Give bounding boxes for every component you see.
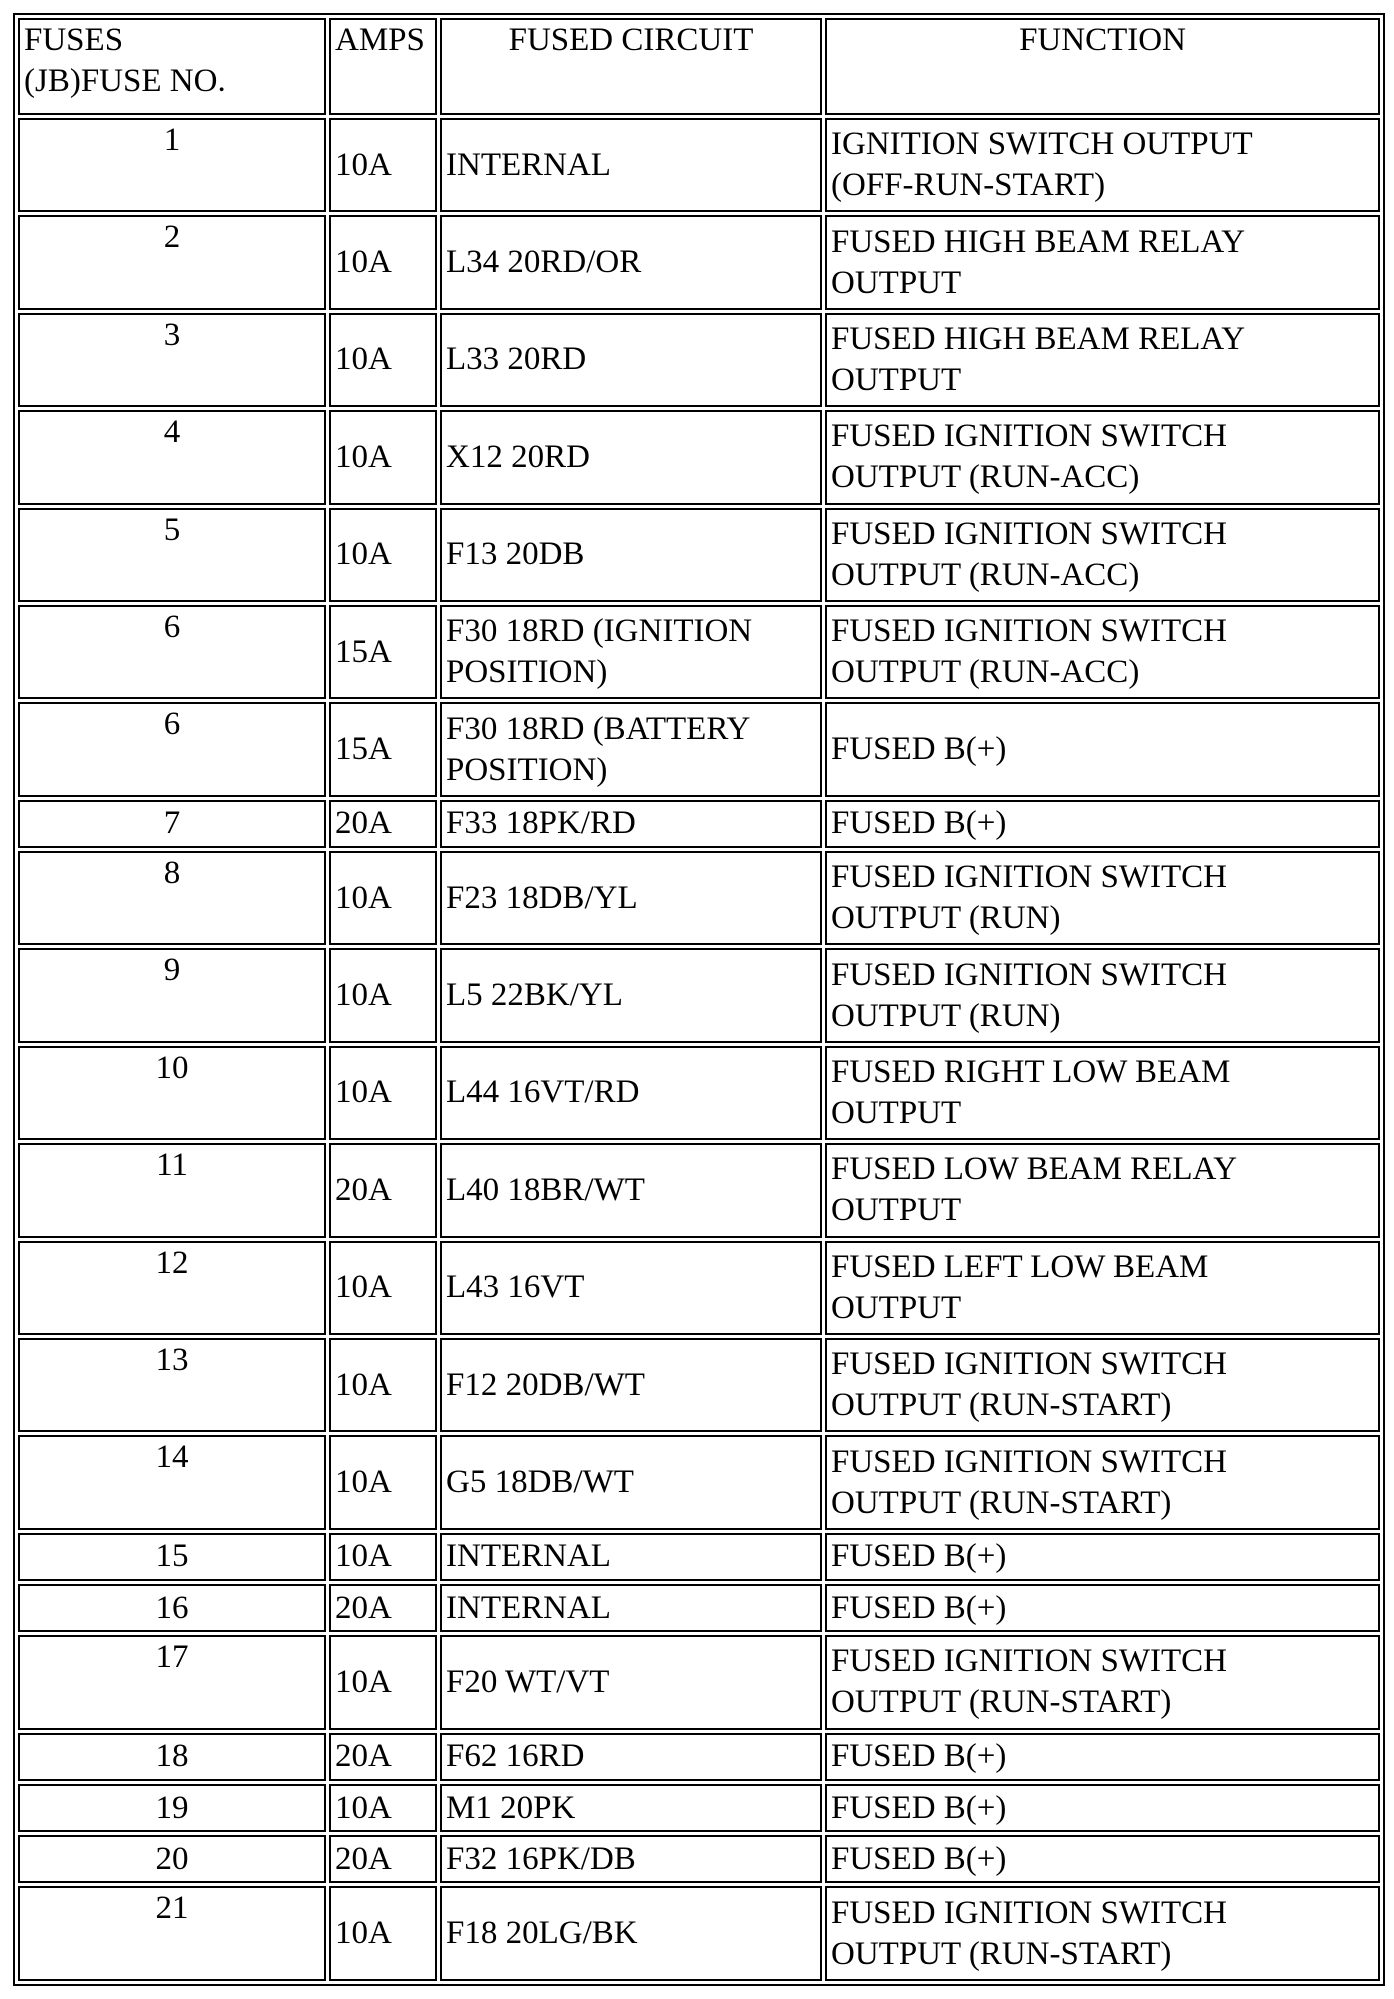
function-line: FUSED HIGH BEAM RELAY <box>831 223 1246 260</box>
fused-circuit-cell <box>440 702 822 796</box>
fused-circuit-line: INTERNAL <box>446 1538 611 1575</box>
table-row <box>18 508 1380 602</box>
fuse-number-cell: 12 <box>18 1241 326 1335</box>
amps-cell: 10A <box>329 508 437 602</box>
amps-cell: 15A <box>329 605 437 699</box>
fuse-number-cell: 11 <box>18 1143 326 1237</box>
fuse-number-cell: 9 <box>18 948 326 1042</box>
function-line: FUSED LOW BEAM RELAY <box>831 1151 1238 1188</box>
fused-circuit-cell <box>440 1635 822 1729</box>
fused-circuit-line: L40 18BR/WT <box>446 1171 645 1208</box>
function-line: FUSED LEFT LOW BEAM <box>831 1248 1209 1285</box>
function-line: FUSED HIGH BEAM RELAY <box>831 320 1246 357</box>
fused-circuit-cell <box>440 1886 822 1981</box>
fused-circuit-cell <box>440 1584 822 1632</box>
amps-cell: 20A <box>329 1835 437 1883</box>
fused-circuit-line: F20 WT/VT <box>446 1663 610 1700</box>
fused-circuit-cell <box>440 1046 822 1140</box>
fused-circuit-line: L43 16VT <box>446 1269 585 1306</box>
function-line: FUSED B(+) <box>831 805 1007 842</box>
header-fused-circuit: FUSED CIRCUIT <box>440 18 822 115</box>
fused-circuit-line: X12 20RD <box>446 438 590 475</box>
fused-circuit-line: POSITION) <box>446 654 608 691</box>
fuse-number-cell: 7 <box>18 800 326 848</box>
function-line: OUTPUT <box>831 264 962 301</box>
fused-circuit-line: F12 20DB/WT <box>446 1366 645 1403</box>
table-row <box>18 313 1380 407</box>
fuse-number-cell: 14 <box>18 1435 326 1529</box>
fused-circuit-cell <box>440 1338 822 1432</box>
table-row <box>18 1533 1380 1581</box>
function-line: FUSED B(+) <box>831 1789 1007 1826</box>
amps-cell: 20A <box>329 1584 437 1632</box>
fuse-number-cell: 19 <box>18 1784 326 1832</box>
function-cell <box>825 118 1380 212</box>
fuse-number-cell: 20 <box>18 1835 326 1883</box>
function-line: FUSED RIGHT LOW BEAM <box>831 1053 1231 1090</box>
function-cell <box>825 1835 1380 1883</box>
function-line: FUSED B(+) <box>831 1738 1007 1775</box>
table-row <box>18 948 1380 1042</box>
table-row <box>18 800 1380 848</box>
function-cell <box>825 800 1380 848</box>
function-line: OUTPUT <box>831 361 962 398</box>
fused-circuit-line: L5 22BK/YL <box>446 977 623 1014</box>
fused-circuit-line: F30 18RD (IGNITION <box>446 613 753 650</box>
fused-circuit-line: F23 18DB/YL <box>446 879 638 916</box>
fused-circuit-cell <box>440 118 822 212</box>
function-cell <box>825 1241 1380 1335</box>
function-line: OUTPUT <box>831 1289 962 1326</box>
header-fuse-line1: FUSES <box>24 22 124 58</box>
function-line: FUSED IGNITION SWITCH <box>831 859 1227 896</box>
function-line: OUTPUT (RUN-START) <box>831 1484 1172 1521</box>
amps-cell: 10A <box>329 1784 437 1832</box>
amps-cell: 10A <box>329 118 437 212</box>
header-fuse-no <box>18 18 326 115</box>
function-line: OUTPUT (RUN-ACC) <box>831 654 1140 691</box>
table-row <box>18 1784 1380 1832</box>
fused-circuit-line: F33 18PK/RD <box>446 805 636 842</box>
fuse-number-cell: 6 <box>18 605 326 699</box>
function-line: FUSED B(+) <box>831 1589 1007 1626</box>
fused-circuit-line: INTERNAL <box>446 1589 611 1626</box>
fused-circuit-cell <box>440 851 822 945</box>
amps-cell: 15A <box>329 702 437 796</box>
fused-circuit-cell <box>440 948 822 1042</box>
function-cell <box>825 1533 1380 1581</box>
fused-circuit-cell <box>440 1143 822 1237</box>
table-row <box>18 605 1380 699</box>
function-line: FUSED IGNITION SWITCH <box>831 613 1227 650</box>
fuse-table-body <box>18 118 1380 1981</box>
function-line: FUSED IGNITION SWITCH <box>831 1443 1227 1480</box>
fuse-number-cell: 10 <box>18 1046 326 1140</box>
fuse-number-cell: 6 <box>18 702 326 796</box>
fused-circuit-line: L34 20RD/OR <box>446 244 642 281</box>
header-fuse-line2: (JB)FUSE NO. <box>24 63 226 99</box>
function-line: OUTPUT (RUN) <box>831 900 1061 937</box>
function-cell <box>825 1584 1380 1632</box>
fuse-number-cell: 18 <box>18 1733 326 1781</box>
amps-cell: 10A <box>329 1533 437 1581</box>
fuse-number-cell: 16 <box>18 1584 326 1632</box>
fused-circuit-line: G5 18DB/WT <box>446 1464 634 1501</box>
fuse-table-container <box>13 13 1380 1986</box>
header-amps: AMPS <box>329 18 437 115</box>
fuse-number-cell: 15 <box>18 1533 326 1581</box>
table-row <box>18 410 1380 504</box>
function-line: OUTPUT (RUN) <box>831 997 1061 1034</box>
function-line: FUSED IGNITION SWITCH <box>831 1346 1227 1383</box>
table-header-row <box>18 18 1380 115</box>
fused-circuit-cell <box>440 1241 822 1335</box>
function-line: FUSED IGNITION SWITCH <box>831 515 1227 552</box>
table-row <box>18 1046 1380 1140</box>
function-cell <box>825 313 1380 407</box>
fuse-number-cell: 13 <box>18 1338 326 1432</box>
fused-circuit-line: F62 16RD <box>446 1738 585 1775</box>
function-cell <box>825 1635 1380 1729</box>
fuse-number-cell: 3 <box>18 313 326 407</box>
fused-circuit-line: L33 20RD <box>446 341 587 378</box>
table-row <box>18 1584 1380 1632</box>
function-cell <box>825 1046 1380 1140</box>
fuse-number-cell: 4 <box>18 410 326 504</box>
fuse-number-cell: 8 <box>18 851 326 945</box>
function-cell <box>825 410 1380 504</box>
fuse-number-cell: 21 <box>18 1886 326 1981</box>
fused-circuit-cell <box>440 605 822 699</box>
fused-circuit-cell <box>440 800 822 848</box>
fused-circuit-line: F32 16PK/DB <box>446 1840 636 1877</box>
fuse-table <box>13 13 1385 1986</box>
fused-circuit-line: L44 16VT/RD <box>446 1074 640 1111</box>
function-cell <box>825 1338 1380 1432</box>
function-cell <box>825 1886 1380 1981</box>
table-row <box>18 702 1380 796</box>
function-line: OUTPUT (RUN-ACC) <box>831 459 1140 496</box>
fuse-number-cell: 1 <box>18 118 326 212</box>
function-line: OUTPUT (RUN-START) <box>831 1935 1172 1972</box>
fused-circuit-cell <box>440 1835 822 1883</box>
fused-circuit-cell <box>440 313 822 407</box>
table-row <box>18 1886 1380 1981</box>
amps-cell: 20A <box>329 1143 437 1237</box>
function-line: OUTPUT (RUN-START) <box>831 1387 1172 1424</box>
amps-cell: 10A <box>329 410 437 504</box>
function-cell <box>825 1143 1380 1237</box>
function-line: FUSED IGNITION SWITCH <box>831 1894 1227 1931</box>
fuse-number-cell: 17 <box>18 1635 326 1729</box>
function-line: FUSED IGNITION SWITCH <box>831 1643 1227 1680</box>
function-cell <box>825 1733 1380 1781</box>
function-line: FUSED IGNITION SWITCH <box>831 956 1227 993</box>
amps-cell: 10A <box>329 1046 437 1140</box>
table-row <box>18 1143 1380 1237</box>
fuse-number-cell: 5 <box>18 508 326 602</box>
table-row <box>18 118 1380 212</box>
amps-cell: 10A <box>329 1435 437 1529</box>
function-cell <box>825 605 1380 699</box>
fuse-number-cell: 2 <box>18 215 326 309</box>
function-cell <box>825 1435 1380 1529</box>
fused-circuit-line: POSITION) <box>446 751 608 788</box>
fused-circuit-line: F18 20LG/BK <box>446 1915 638 1952</box>
fused-circuit-cell <box>440 410 822 504</box>
amps-cell: 10A <box>329 1886 437 1981</box>
amps-cell: 10A <box>329 1635 437 1729</box>
header-function: FUNCTION <box>825 18 1380 115</box>
function-line: FUSED IGNITION SWITCH <box>831 418 1227 455</box>
fused-circuit-line: F13 20DB <box>446 536 585 573</box>
fused-circuit-cell <box>440 1533 822 1581</box>
fused-circuit-cell <box>440 1733 822 1781</box>
function-cell <box>825 508 1380 602</box>
table-row <box>18 1635 1380 1729</box>
function-cell <box>825 702 1380 796</box>
amps-cell: 10A <box>329 1338 437 1432</box>
table-row <box>18 1338 1380 1432</box>
table-row <box>18 851 1380 945</box>
function-line: OUTPUT <box>831 1094 962 1131</box>
function-line: OUTPUT (RUN-START) <box>831 1684 1172 1721</box>
fused-circuit-line: F30 18RD (BATTERY <box>446 710 751 747</box>
table-row <box>18 1835 1380 1883</box>
function-line: (OFF-RUN-START) <box>831 167 1106 204</box>
function-line: FUSED B(+) <box>831 1840 1007 1877</box>
function-line: FUSED B(+) <box>831 1538 1007 1575</box>
function-line: OUTPUT (RUN-ACC) <box>831 556 1140 593</box>
fused-circuit-line: INTERNAL <box>446 146 611 183</box>
fused-circuit-cell <box>440 215 822 309</box>
fused-circuit-cell <box>440 1784 822 1832</box>
function-line: OUTPUT <box>831 1192 962 1229</box>
amps-cell: 10A <box>329 215 437 309</box>
table-row <box>18 1241 1380 1335</box>
fused-circuit-line: M1 20PK <box>446 1789 576 1826</box>
function-cell <box>825 948 1380 1042</box>
amps-cell: 20A <box>329 1733 437 1781</box>
fused-circuit-cell <box>440 1435 822 1529</box>
function-cell <box>825 1784 1380 1832</box>
function-cell <box>825 215 1380 309</box>
amps-cell: 10A <box>329 948 437 1042</box>
function-line: FUSED B(+) <box>831 731 1007 768</box>
function-cell <box>825 851 1380 945</box>
table-row <box>18 1435 1380 1529</box>
amps-cell: 10A <box>329 313 437 407</box>
fused-circuit-cell <box>440 508 822 602</box>
amps-cell: 20A <box>329 800 437 848</box>
table-row <box>18 1733 1380 1781</box>
amps-cell: 10A <box>329 1241 437 1335</box>
amps-cell: 10A <box>329 851 437 945</box>
function-line: IGNITION SWITCH OUTPUT <box>831 126 1253 163</box>
table-row <box>18 215 1380 309</box>
